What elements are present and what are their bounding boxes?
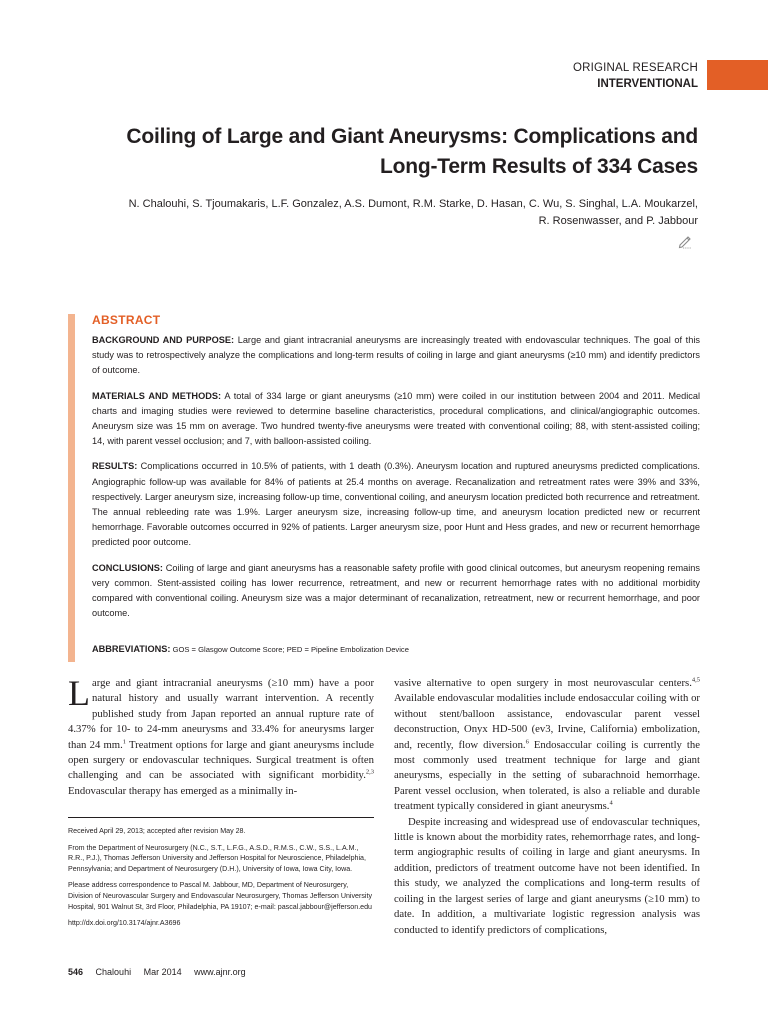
citation: 2,3 bbox=[365, 768, 374, 776]
results-text: Complications occurred in 10.5% of patients, with 1 death (0.3%). Aneurysm location and ruptured aneurysms predicted complications. Angiographic follow-up was available for 84% of patients at 25.4 months on average. Recanalization and retreatment rates were 39% and 33%, respectively. Larger aneurysm size, increasing follow-up time, conventional coiling, and aneurysm location predicted both recurrence and retreatment. The annual rebleeding rate was 1.9%. Larger aneurysm size, increasing follow-up time, and aneurysm location predicted new or recurrent hemorrhage. Favorable outcomes occurred in 92% of patients. Larger aneurysm size, poor Hunt and Hess grades, and new or recurrent hemorrhage predicted poor outcome. bbox=[92, 461, 700, 548]
abbreviations-text: GOS = Glasgow Outcome Score; PED = Pipeline Embolization Device bbox=[172, 645, 409, 654]
correspondence-note: Please address correspondence to Pascal M. Jabbour, MD, Department of Neurosurgery, Division of Neurovascular Surgery and Endovascular Neurosurgery, Thomas Jefferson University Hospital, 901 Walnut St, 3rd Floor, Philadelphia, PA 19107; e-mail: pascal.jabbour@jefferson.edu bbox=[68, 881, 373, 911]
drop-cap: L bbox=[68, 673, 90, 713]
pen-icon bbox=[677, 233, 693, 249]
abbreviations bbox=[92, 643, 700, 656]
conclusions-label: CONCLUSIONS: bbox=[92, 562, 163, 573]
page-number: 546 bbox=[68, 967, 84, 977]
intro-paragraph-continued: vasive alternative to open surgery in most neurovascular centers.$^{4,5}$ Available endovascular modalities include endosaccular coiling with or without stent/balloon assistance, endovascular parent vessel deconstruction, Onyx HD-500 (ev3, Irvine, California) embolization, and, recently, flow diversion.$^6$ Endosaccular coiling is currently the most commonly used treatment technique for large and giant aneurysms, especially in the setting of subarachnoid hemorrhage. Parent vessel occlusion, when tolerated, is also a reliable and durable treatment typically considered in giant aneurysms.$^4$ bbox=[394, 676, 700, 813]
intro-paragraph: Large and giant intracranial aneurysms (≥10 mm) have a poor natural history and usually warrant intervention. A recently published study from Japan reported an annual rupture rate of 4.37% for 10- to 24-mm aneurysms and 33.4% for aneurysms larger than 24 mm.$^1$ Treatment options for large and giant aneurysms include open surgery or endovascular techniques. Surgical treatment is often challenging and can be associated with significant morbidity.$^{2,3}$ Endovascular therapy has emerged as a minimally in- bbox=[68, 673, 374, 797]
article-title bbox=[78, 122, 698, 182]
section-subcategory: INTERVENTIONAL bbox=[597, 78, 698, 90]
conclusions-text: Coiling of large and giant aneurysms has a reasonable safety profile with good clinical outcomes, but aneurysm reopening remains very common. Stent-assisted coiling has lower recurrence, retreatment, and new or recurrent hemorrhage rates with no additional morbidity compared with conventional coiling. Aneurysm size was a major determinant of recanalization, retreatment, new or recurrent hemorrhage, and poor outcome. bbox=[92, 562, 700, 619]
citation: 4,5 bbox=[691, 676, 700, 684]
background-text: Large and giant intracranial aneurysms are increasingly treated with endovascular techniques. The goal of this study was to retrospectively analyze the complications and long-term results of coiling in large and giant aneurysms (≥10 mm) and identify predictors of outcome. bbox=[92, 335, 700, 376]
abstract bbox=[92, 313, 700, 631]
footer-date: Mar 2014 bbox=[143, 967, 182, 977]
author-line-1: N. Chalouhi, S. Tjoumakaris, L.F. Gonzalez, A.S. Dumont, R.M. Starke, D. Hasan, C. Wu, S. Singhal, L.A. Moukarzel, bbox=[128, 198, 698, 210]
abstract-results bbox=[92, 459, 700, 550]
background-label: BACKGROUND AND PURPOSE: bbox=[92, 335, 235, 345]
footnote-divider bbox=[68, 817, 374, 818]
abstract-background bbox=[92, 333, 700, 379]
citation: 1 bbox=[122, 738, 127, 746]
author-line-2: R. Rosenwasser, and P. Jabbour bbox=[538, 215, 698, 227]
footnotes bbox=[68, 826, 374, 935]
abstract-side-bar bbox=[68, 314, 75, 662]
citation: 4 bbox=[609, 799, 613, 807]
abstract-conclusions bbox=[92, 561, 700, 622]
abbreviations-label: ABBREVIATIONS: bbox=[92, 644, 171, 654]
author-list bbox=[78, 196, 698, 230]
affiliation-note: From the Department of Neurosurgery (N.C., S.T., L.F.G., A.S.D., R.M.S., C.W., S.S., L.A.M., R.R., P.J.), Thomas Jefferson University and Jefferson Hospital for Neuroscience, Philadelphia, Pennsylvania; and Department of Neurosurgery (D.H.), University of Iowa, Iowa City, Iowa. bbox=[68, 843, 366, 873]
doi-link[interactable]: http://dx.doi.org/10.3174/ajnr.A3696 bbox=[68, 919, 181, 928]
received-note: Received April 29, 2013; accepted after revision May 28. bbox=[68, 827, 246, 835]
citation: 6 bbox=[525, 738, 529, 746]
abstract-heading: ABSTRACT bbox=[92, 313, 161, 327]
body-column-left bbox=[68, 673, 374, 799]
section-category: ORIGINAL RESEARCH bbox=[572, 62, 698, 74]
results-label: RESULTS: bbox=[92, 461, 138, 472]
methods-text: A total of 334 large or giant aneurysms (≥10 mm) were coiled in our institution between 2004 and 2011. Medical charts and imaging studies were reviewed to determine baseline characteristics, procedural complications, and clinical/angiographic outcomes. Aneurysm size was 15 mm on average. Two hundred twenty-five aneurysms were treated with conventional coiling; 88, with stent-assisted coiling; 14, with parent vessel occlusion; and 7, with balloon-assisted coiling. bbox=[92, 390, 701, 447]
title-line-2: Long-Term Results of 334 Cases bbox=[379, 155, 698, 178]
footer-website[interactable]: www.ajnr.org bbox=[194, 967, 246, 977]
abstract-methods bbox=[92, 389, 700, 450]
footer-author: Chalouhi bbox=[95, 967, 132, 977]
body-column-right bbox=[394, 676, 700, 938]
section-color-tab bbox=[707, 60, 768, 90]
section-label bbox=[573, 60, 698, 92]
methods-label: MATERIALS AND METHODS: bbox=[92, 390, 222, 401]
page-footer bbox=[68, 967, 256, 977]
study-paragraph: Despite increasing and widespread use of endovascular techniques, little is known about the morbidity rates, rehemorrhage rates, and long-term angiographic results of coiling in large and giant aneurysms. In addition, predictors of treatment outcome have not been identified. In this study, we analyzed the complications and long-term results of coiling in the largest series of large and giant aneurysms (≥10 mm) to date. In addition, a multivariate logistic regression analysis was conducted to identify predictors of complications, bbox=[394, 815, 700, 936]
title-line-1: Coiling of Large and Giant Aneurysms: Complications and bbox=[126, 125, 698, 148]
